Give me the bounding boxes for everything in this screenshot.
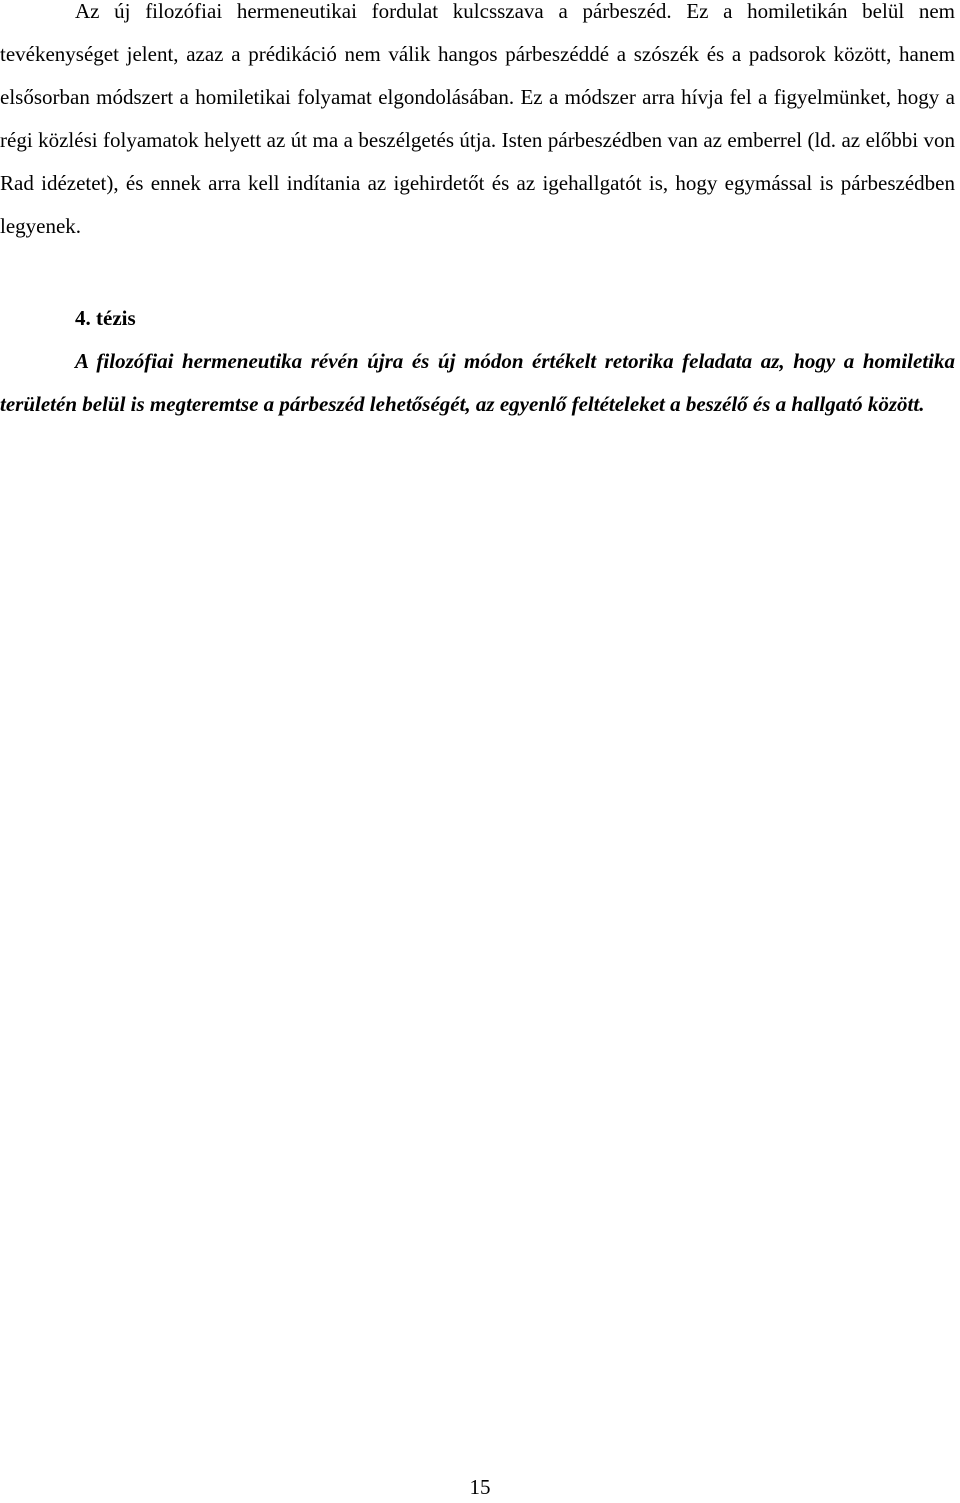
thesis-heading: 4. tézis xyxy=(75,306,136,330)
body-paragraph: Az új filozófiai hermeneutikai fordulat kulcsszava a párbeszéd. Ez a homiletikán belül nem tevékenységet jelent, azaz a prédikáció nem válik hangos párbeszéddé a szószék és a padsorok között, hanem elsősorban módszert a homiletikai folyamat elgondolásában. Ez a módszer arra hívja fel a figyelmünket, hogy a régi közlési folyamatok helyett az út ma a beszélgetés útja. Isten párbeszédben van az emberrel (ld. az előbbi von Rad idézetet), és ennek arra kell indítania az igehirdetőt és az igehallgatót is, hogy egymással is párbeszédben legyenek. xyxy=(0,0,955,238)
page-number: 15 xyxy=(469,1475,491,1499)
thesis-statement: A filozófiai hermeneutika révén újra és új módon értékelt retorika feladata az, hogy a homiletika területén belül is megteremtse a párbeszéd lehetőségét, az egyenlő feltételeket a beszélő és a hallgató között. xyxy=(0,349,955,416)
